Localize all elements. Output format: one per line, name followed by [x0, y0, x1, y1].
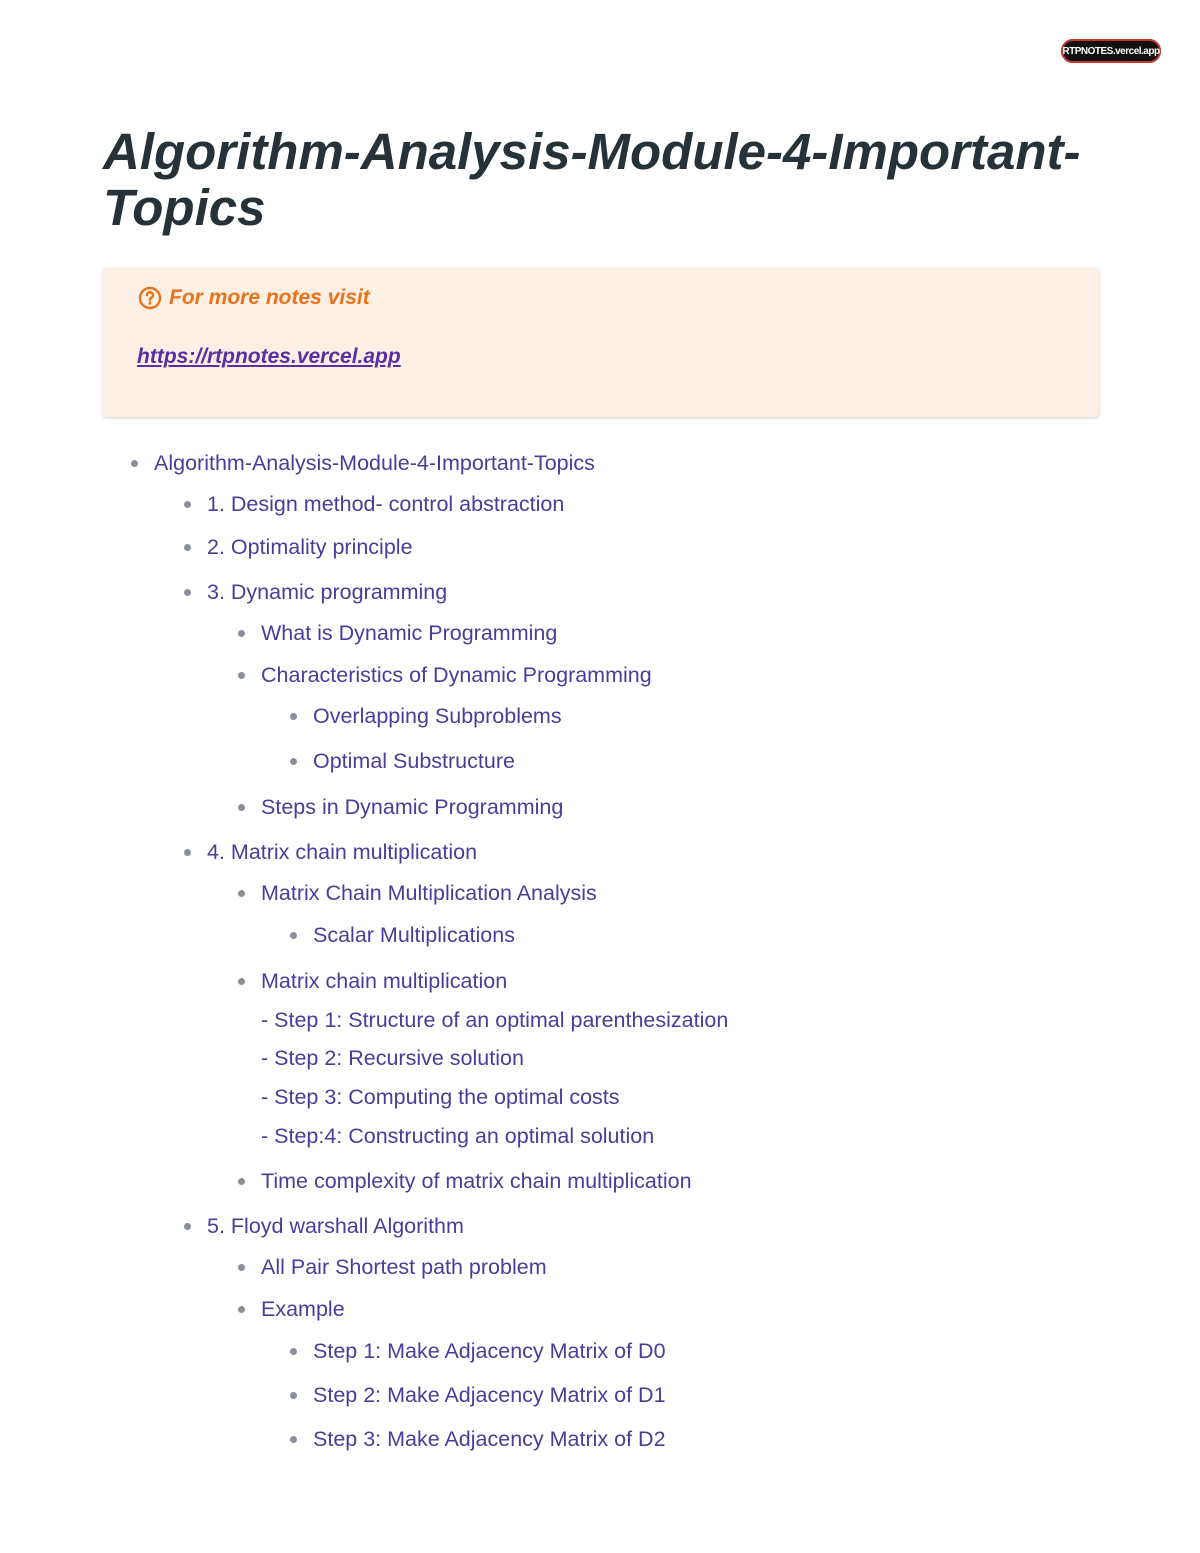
toc-item-label: - Step 3: Computing the optimal costs	[261, 1085, 620, 1109]
bullet-icon	[290, 1392, 297, 1399]
toc-item-label: - Step 1: Structure of an optimal parenthesization	[261, 1008, 729, 1032]
toc-item-label: 4. Matrix chain multiplication	[207, 840, 478, 864]
toc-item[interactable]	[238, 663, 652, 688]
bullet-icon	[290, 1348, 297, 1355]
bullet-icon	[131, 460, 138, 467]
callout-heading	[138, 286, 370, 310]
callout-heading-text: For more notes visit	[169, 286, 370, 309]
bullet-icon	[238, 890, 245, 897]
toc-item-label: Algorithm-Analysis-Module-4-Important-Topics	[154, 451, 595, 475]
toc-item[interactable]	[290, 1339, 666, 1364]
callout-box	[103, 268, 1099, 417]
bullet-icon	[184, 589, 191, 596]
toc-item[interactable]	[184, 580, 447, 605]
toc-item-label: Time complexity of matrix chain multiplication	[261, 1169, 692, 1193]
toc-item-label: Overlapping Subproblems	[313, 704, 562, 728]
toc-item-label: Step 2: Make Adjacency Matrix of D1	[313, 1383, 666, 1407]
toc-step-line[interactable]	[261, 1124, 654, 1149]
toc-step-line[interactable]	[261, 1085, 620, 1110]
toc-item[interactable]	[238, 881, 597, 906]
bullet-icon	[184, 1223, 191, 1230]
bullet-icon	[238, 630, 245, 637]
toc-item-label: 5. Floyd warshall Algorithm	[207, 1214, 464, 1238]
toc-item-label: What is Dynamic Programming	[261, 621, 558, 645]
toc-item[interactable]	[290, 749, 515, 774]
toc-item[interactable]	[290, 1427, 666, 1452]
bullet-icon	[290, 758, 297, 765]
toc-item-label: Scalar Multiplications	[313, 923, 515, 947]
toc-item-label: All Pair Shortest path problem	[261, 1255, 547, 1279]
bullet-icon	[238, 1306, 245, 1313]
toc-step-line[interactable]	[261, 1008, 728, 1033]
bullet-icon	[238, 672, 245, 679]
watermark-badge: RTPNOTES.vercel.app	[1061, 39, 1161, 63]
page-title: Algorithm-Analysis-Module-4-Important-Topics	[103, 123, 1081, 236]
notes-link[interactable]: https://rtpnotes.vercel.app	[137, 345, 401, 368]
toc-item[interactable]	[238, 1297, 345, 1322]
bullet-icon	[184, 501, 191, 508]
toc-item-label: Step 1: Make Adjacency Matrix of D0	[313, 1339, 666, 1363]
toc-item[interactable]	[131, 451, 595, 476]
bullet-icon	[238, 804, 245, 811]
toc-item[interactable]	[184, 535, 413, 560]
toc-item-label: Matrix chain multiplication	[261, 969, 508, 993]
toc-item[interactable]	[290, 923, 515, 948]
toc-item-label: Example	[261, 1297, 345, 1321]
toc-item[interactable]	[238, 795, 563, 820]
bullet-icon	[238, 1264, 245, 1271]
toc-item-label: Steps in Dynamic Programming	[261, 795, 564, 819]
toc-item[interactable]	[290, 1383, 666, 1408]
bullet-icon	[290, 932, 297, 939]
toc-item-label: Optimal Substructure	[313, 749, 515, 773]
toc-item-label: 1. Design method- control abstraction	[207, 492, 565, 516]
toc-item[interactable]	[238, 969, 507, 994]
bullet-icon	[238, 978, 245, 985]
toc-item-label: Matrix Chain Multiplication Analysis	[261, 881, 597, 905]
toc-item[interactable]	[238, 621, 557, 646]
toc-item[interactable]	[184, 840, 477, 865]
bullet-icon	[184, 849, 191, 856]
toc-item-label: - Step 2: Recursive solution	[261, 1046, 524, 1070]
toc-item[interactable]	[238, 1255, 547, 1280]
toc-item-label: 3. Dynamic programming	[207, 580, 448, 604]
question-circle-icon	[138, 286, 162, 310]
toc-item[interactable]	[238, 1169, 692, 1194]
bullet-icon	[290, 1436, 297, 1443]
toc-item-label: Characteristics of Dynamic Programming	[261, 663, 652, 687]
toc-item-label: 2. Optimality principle	[207, 535, 413, 559]
toc-item-label: - Step:4: Constructing an optimal solution	[261, 1124, 655, 1148]
bullet-icon	[290, 713, 297, 720]
toc-step-line[interactable]	[261, 1046, 524, 1071]
bullet-icon	[184, 544, 191, 551]
toc-item[interactable]	[184, 1214, 464, 1239]
toc-item-label: Step 3: Make Adjacency Matrix of D2	[313, 1427, 666, 1451]
bullet-icon	[238, 1178, 245, 1185]
toc-item[interactable]	[290, 704, 562, 729]
toc-item[interactable]	[184, 492, 564, 517]
